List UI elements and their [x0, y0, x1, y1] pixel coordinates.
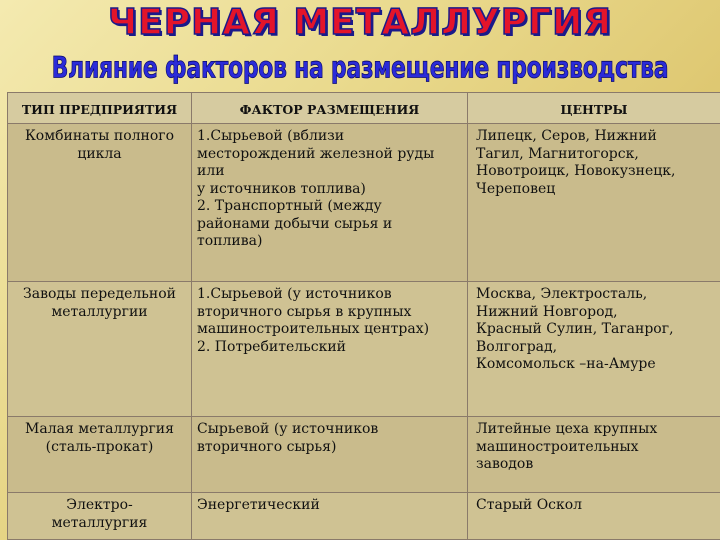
table-row	[8, 124, 720, 282]
placement-factor-cell: Энергетический	[192, 493, 468, 540]
enterprise-type-cell: Электро- металлургия	[8, 493, 192, 540]
placement-factor-cell: 1.Сырьевой (у источников вторичного сырья в крупных машиностроительных центрах) 2. Потребительский	[192, 282, 468, 417]
table-row	[8, 493, 720, 540]
header-enterprise-type: ТИП ПРЕДПРИЯТИЯ	[8, 93, 192, 124]
centers-cell: Старый Оскол	[468, 493, 720, 540]
header-placement-factor: ФАКТОР РАЗМЕЩЕНИЯ	[192, 93, 468, 124]
centers-cell: Литейные цеха крупных машиностроительных заводов	[468, 417, 720, 493]
slide-subtitle: Влияние факторов на размещение производства	[51, 52, 669, 86]
table-header-row	[8, 93, 720, 124]
placement-factor-cell: 1.Сырьевой (вблизи месторождений железной руды или у источников топлива) 2. Транспортный (между районами добычи сырья и топлива)	[192, 124, 468, 282]
enterprise-type-cell: Малая металлургия (сталь-прокат)	[8, 417, 192, 493]
table-row	[8, 282, 720, 417]
enterprise-type-cell: Заводы передельной металлургии	[8, 282, 192, 417]
slide-title: ЧЕРНАЯ МЕТАЛЛУРГИЯ	[108, 2, 612, 43]
header-centers: ЦЕНТРЫ	[468, 93, 720, 124]
enterprise-type-cell: Комбинаты полного цикла	[8, 124, 192, 282]
centers-cell: Липецк, Серов, Нижний Тагил, Магнитогорск, Новотроицк, Новокузнецк, Череповец	[468, 124, 720, 282]
table-row	[8, 417, 720, 493]
placement-factors-table	[7, 92, 720, 540]
centers-cell: Москва, Электросталь, Нижний Новгород, Красный Сулин, Таганрог, Волгоград, Комсомольск –на-Амуре	[468, 282, 720, 417]
placement-factor-cell: Сырьевой (у источников вторичного сырья)	[192, 417, 468, 493]
